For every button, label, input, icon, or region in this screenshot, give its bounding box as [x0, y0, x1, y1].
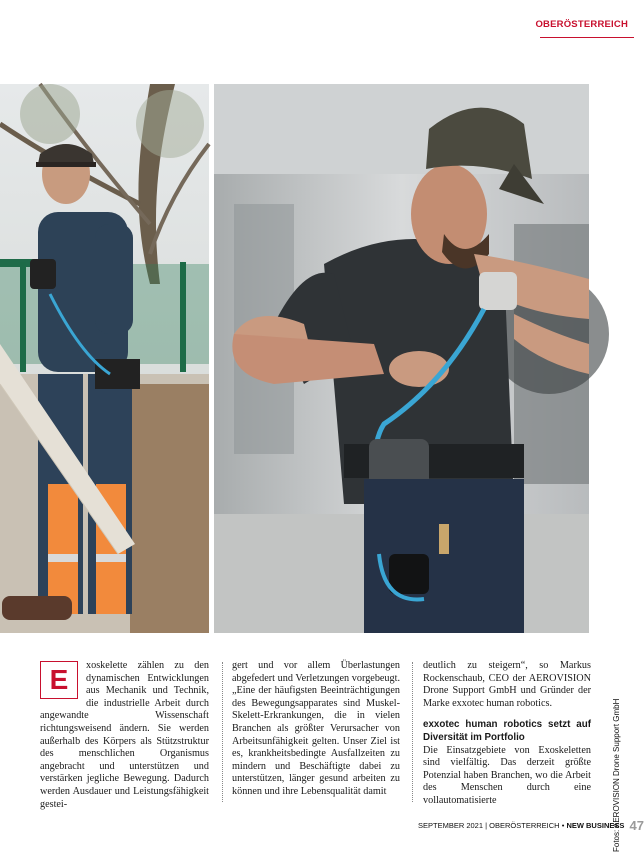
column-divider	[412, 662, 413, 802]
article-column-3	[423, 660, 591, 808]
header-rule	[540, 37, 634, 38]
footer-magazine: NEW BUSINESS	[566, 821, 625, 830]
page-footer	[418, 818, 644, 833]
section-tag: OBERÖSTERREICH	[535, 19, 628, 30]
article-column-2	[232, 660, 400, 799]
page-number: 47	[629, 818, 644, 833]
dropcap-letter: E	[49, 664, 69, 695]
column-divider	[222, 662, 223, 802]
article-text-col3-intro: deutlich zu steigern“, so Markus Rockenschaub, CEO der AEROVISION Drone Support GmbH und Gründer der Marke exxotec human robotics.	[423, 660, 591, 709]
article-text-col2: gert und vor allem Überlastungen abgefedert und Verletzungen vorgebeugt. „Eine der häufigsten Beeinträchtigungen des Bewegungsapparates sind Muskel-Skelett-Erkrankungen, die in vielen Branchen als größter Verursacher von Arbeitsunfähigkeit gelten. Unser Ziel ist es, krankheitsbedingte Ausfallzeiten zu mindern und Beschäftigte dabei zu unterstützen, länger gesund arbeiten zu können und ihre Lebensqualität damit	[232, 660, 400, 797]
article-text-col3-body: Die Einsatzgebiete von Exoskeletten sind vielfältig. Das derzeit größte Potenzial haben Branchen, wo die Arbeit des Menschen durch eine vollautomatisierte	[423, 744, 591, 806]
photo-worker-with-board	[0, 84, 209, 633]
article-subheading: exxotec human robotics setzt auf Diversität im Portfolio	[423, 719, 591, 743]
footer-divider: |	[485, 821, 488, 830]
photo-worker-fitting	[214, 84, 589, 633]
dropcap	[40, 661, 78, 699]
footer-bullet: •	[561, 821, 565, 830]
section-header	[535, 16, 634, 38]
article-column-1	[40, 660, 209, 811]
footer-date: SEPTEMBER 2021	[418, 821, 484, 830]
photo-credit: Fotos: AEROVISION Drone Support GmbH	[612, 698, 621, 852]
footer-region: OBERÖSTERREICH	[489, 821, 560, 830]
article-text-col1: xoskelette zählen zu den dynamischen Entwicklungen aus Mechanik und Technik, die industrielle Arbeit durch angewandte Wissenschaft richtungsweisend ändern. Sie werden außerhalb des Körpers als Stützstruktur des menschlichen Organismus angebracht und unterstützen und verstärken jegliche Bewegung. Dadurch werden Ausdauer und Leistungsfähigkeit gestei-	[40, 660, 209, 810]
